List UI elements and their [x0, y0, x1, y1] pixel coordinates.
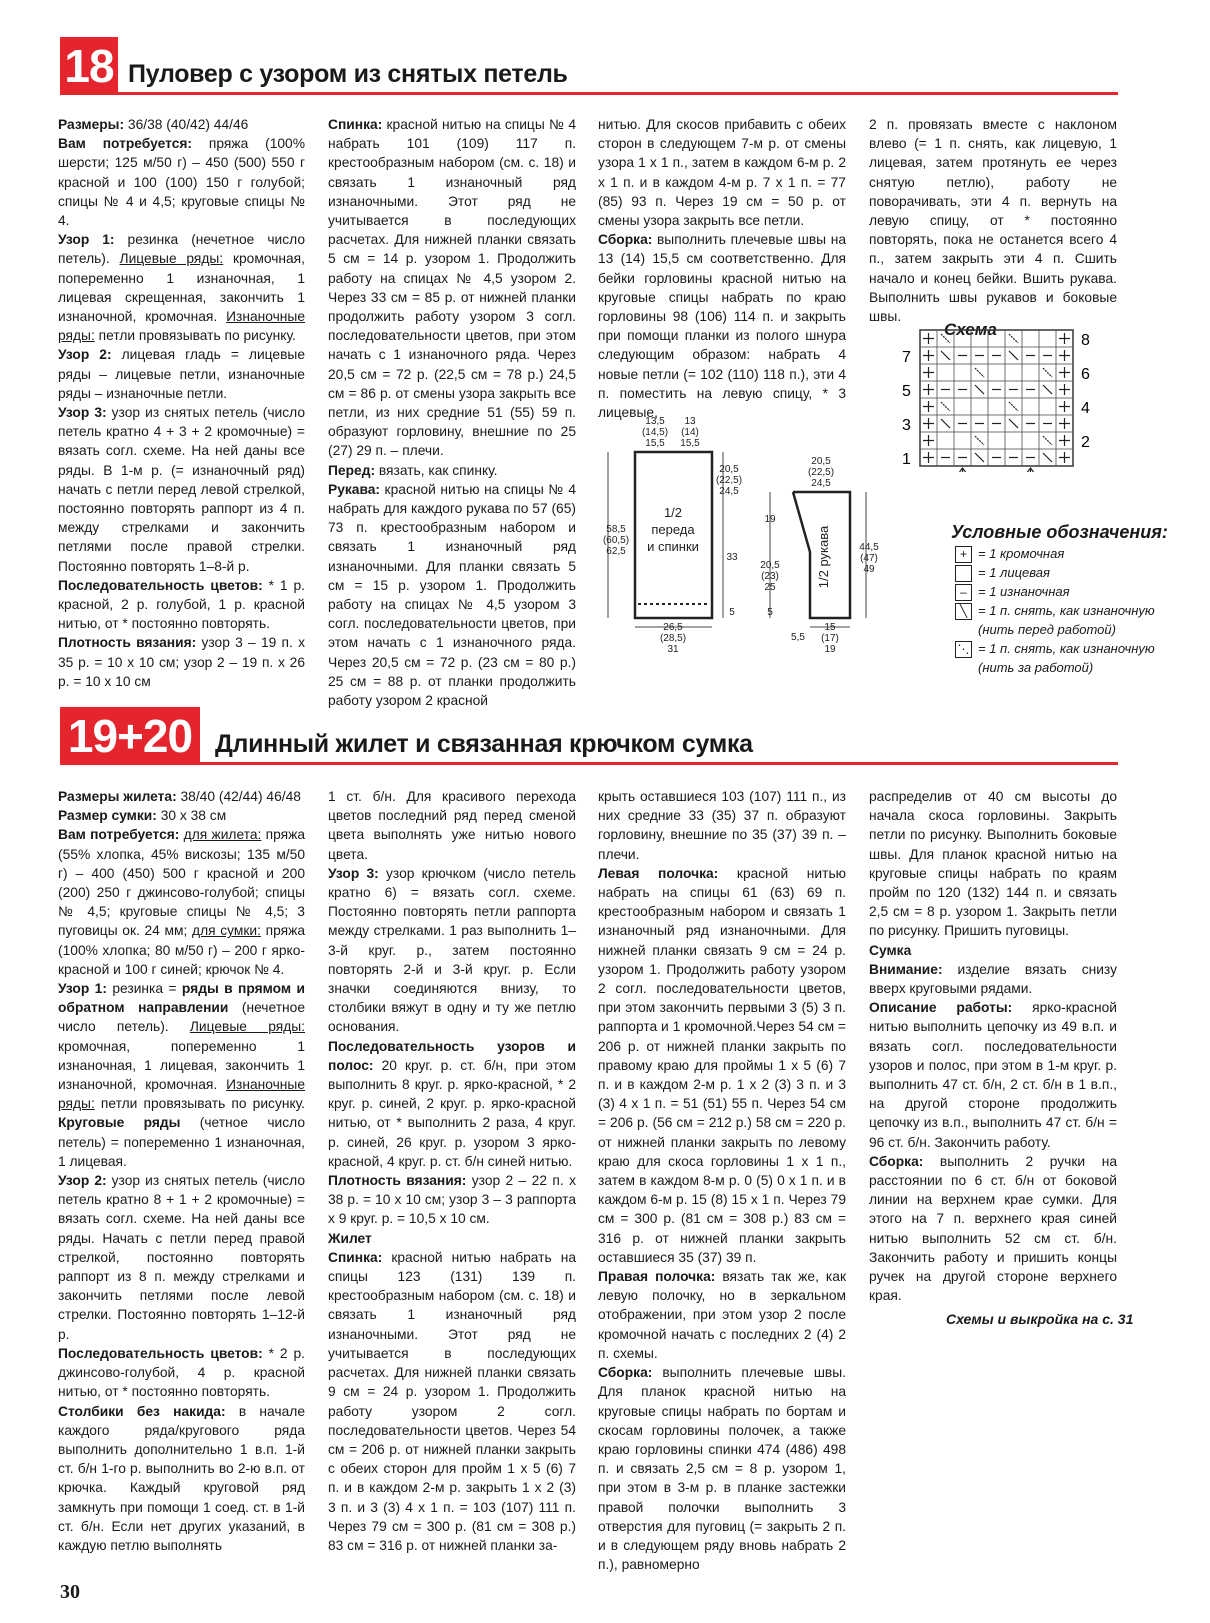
paragraph: Размеры: 36/38 (40/42) 44/46 — [58, 117, 249, 132]
legend-item-note: (нить перед работой) — [978, 622, 1116, 637]
edge-stitch-icon — [923, 384, 934, 395]
section-number: 19+20 — [60, 707, 200, 765]
svg-text:15,5: 15,5 — [680, 438, 700, 449]
chart-cell — [1022, 398, 1039, 415]
legend-title: Условные обозначения: — [951, 522, 1168, 542]
s18-column-1 — [58, 115, 305, 691]
row-number: 5 — [902, 383, 911, 400]
row-number: 7 — [902, 349, 911, 366]
paragraph: Спинка: красной нитью на спицы № 4 набрать 101 (109) 117 п. крестообразным набором (см. с. 18) и связать 1 изнаночный ряд изнаночными. Этот ряд не учитывается в последующих расчетах. Для нижней планки связать 5 см = 14 р. узором 1. Продолжить работу на спицах № 4,5 узором 2. Через 33 см = 85 р. от нижней планки продолжить работу узором 3 согл. последовательности цветов, при этом начать с 1 изнаночного ряда. Через 20,5 см = 72 р. (22,5 см = 78 р.) 24,5 см = 86 р. от смены узора закрыть все петли, из них средние 51 (55) 59 п. образуют горловину, внешние по 25 (27) 29 п. – плечи. — [328, 117, 576, 459]
paragraph: Размеры жилета: 38/40 (42/44) 46/48 — [58, 789, 301, 804]
slip-back-icon: ⋱ — [955, 641, 972, 658]
row-number: 6 — [1081, 366, 1090, 383]
slip-stitch-icon — [975, 436, 984, 445]
edge-stitch-icon: + — [955, 546, 972, 563]
svg-text:25: 25 — [764, 582, 776, 593]
paragraph: Вам потребуется: пряжа (100% шерсти; 125 м/50 г) – 450 (500) 550 г красной и 100 (100) 150 г голубой; спицы № 4 и 4,5; круговые спицы № 4. — [58, 136, 305, 229]
s19-column-3 — [598, 787, 846, 1574]
repeat-arrow-icon — [960, 468, 966, 472]
paragraph: Столбики без накида: в начале каждого ряда/кругового ряда выполнить дополнительно 1 в.п. 1-й ст. б/н 1-го р. выполнить во 2-ю в.п. от крючка. Каждый круговой ряд замкнуть при помощи 1 соед. ст. в 1-й ст. б/н. Если нет других указаний, в каждую петлю выполнять — [58, 1403, 305, 1553]
slip-stitch-icon — [1009, 402, 1018, 411]
section-title: Длинный жилет и связанная крючком сумка — [215, 730, 753, 758]
s18-column-4 — [869, 115, 1117, 326]
legend-item: ⋱ = 1 п. снять, как изнаночную — [955, 641, 1168, 660]
header-rule — [118, 92, 1118, 95]
s19-column-4 — [869, 787, 1117, 1305]
svg-text:15: 15 — [824, 622, 836, 633]
chart-cell — [937, 432, 954, 449]
row-number: 2 — [1081, 434, 1090, 451]
paragraph: Узор 2: узор из снятых петель (число петель кратно 8 + 1 + 2 кромочные) = вязать согл. схеме. На ней даны все ряды. Начать с петли перед правой стрелкой, постоянно повторять раппорт из 8 п. между стрелками и закончить петлями после левой стрелки. Постоянно повторять 1–12-й р. — [58, 1173, 305, 1342]
slip-stitch-icon — [941, 351, 950, 360]
svg-text:(28,5): (28,5) — [659, 633, 687, 644]
edge-stitch-icon — [1059, 384, 1070, 395]
paragraph: Плотность вязания: узор 3 – 19 п. х 35 р. = 10 х 10 см; узор 2 – 19 п. х 26 р. = 10 х 10 см — [58, 635, 305, 689]
chart-cell — [971, 330, 988, 347]
svg-text:31: 31 — [667, 644, 679, 655]
s19-column-2 — [328, 787, 576, 1555]
s18-column-2 — [328, 115, 576, 710]
front-label: переда — [651, 522, 695, 537]
svg-text:(22,5): (22,5) — [715, 475, 743, 486]
chart-cell — [954, 364, 971, 381]
legend — [951, 522, 1168, 679]
paragraph: Описание работы: ярко-красной нитью выполнить цепочку из 49 в.п. и вязать согл. последовательности узоров и полос, при этом в 1-м круг. р. выполнить 47 ст. б/н, 2 ст. б/н в 1 в.п., на другой стороне продолжить цепочку из в.п., выполнить 47 ст. б/н = 96 ст. б/н. Закончить работу. — [869, 1000, 1117, 1150]
edge-stitch-icon — [923, 350, 934, 361]
paragraph: Жилет — [328, 1230, 372, 1246]
slip-front-icon: ╲ — [955, 603, 972, 620]
svg-text:58,5: 58,5 — [606, 524, 626, 535]
slip-stitch-icon — [1043, 436, 1052, 445]
edge-stitch-icon — [1059, 452, 1070, 463]
svg-text:5,5: 5,5 — [791, 632, 805, 643]
slip-stitch-icon — [975, 385, 984, 394]
svg-text:19: 19 — [824, 644, 836, 655]
row-number: 3 — [902, 417, 911, 434]
paragraph: Узор 3: узор крючком (число петель кратно 6) = вязать согл. схеме. Постоянно повторять петли раппорта между стрелками. 1 раз выполнить 1–3-й круг. р., затем постоянно повторять 2-й и 3-й круг. р. Если значки соединяются внизу, то столбики вяжут в одну и ту же петлю основания. — [328, 865, 576, 1035]
paragraph: Последовательность цветов: * 2 р. джинсово-голубой, 4 р. красной нитью, от * постоянно повторять. — [58, 1345, 305, 1400]
paragraph: Узор 2: лицевая гладь = лицевые ряды – лицевые петли, изнаночные ряды – изнаночные петли. — [58, 347, 305, 401]
slip-stitch-icon — [941, 419, 950, 428]
edge-stitch-icon — [1059, 435, 1070, 446]
row-number: 1 — [902, 451, 911, 468]
slip-stitch-icon — [1009, 334, 1018, 343]
svg-text:(14): (14) — [681, 427, 699, 438]
edge-stitch-icon — [923, 452, 934, 463]
paragraph: крыть оставшиеся 103 (107) 111 п., из них средние 33 (35) 37 п. образуют горловину, внешние по 35 (37) 39 п. – плечи. — [598, 789, 846, 862]
repeat-arrow-icon — [1028, 468, 1034, 472]
paragraph: Сборка: выполнить 2 ручки на расстоянии по 6 ст. б/н от боковой линии на верхнем крае сумки. Для этого на 7 п. верхнего края синей нитью выполнить 52 см ст. б/н. Закончить работу и пришить концы ручек на другой стороне верхнего края. — [869, 1153, 1117, 1304]
purl-stitch-icon: – — [955, 584, 972, 601]
paragraph: 1 ст. б/н. Для красивого перехода цветов последний ряд перед сменой цвета выполнять уже нитью нового цвета. — [328, 789, 576, 862]
section-18-header — [60, 37, 1118, 95]
section-number: 18 — [60, 37, 118, 95]
slip-stitch-icon — [941, 334, 950, 343]
paragraph: Сумка — [869, 942, 912, 958]
chart-cell — [1005, 432, 1022, 449]
slip-stitch-icon — [941, 402, 950, 411]
svg-text:19: 19 — [764, 514, 776, 525]
svg-text:(17): (17) — [821, 633, 839, 644]
chart-cell — [988, 432, 1005, 449]
row-number: 4 — [1081, 400, 1090, 417]
page-number: 30 — [60, 1581, 80, 1603]
chart-cell — [988, 398, 1005, 415]
chart-cell — [971, 398, 988, 415]
paragraph: Спинка: красной нитью набрать на спицы 123 (131) 139 п. крестообразным набором (см. с. 18) и связать 1 изнаночный ряд изнаночными. Этот ряд не учитывается в последующих расчетах. Для нижней планки связать 9 см = 24 р. узором 1. Продолжить работу узором 2 согл. последовательности цветов. Через 54 см = 206 р. от нижней планки закрыть с обеих сторон для пройм 1 х 5 (6) 7 п. и в каждом 2-м р. закрыть 1 х 2 (3) 3 п. и 3 (3) 4 х 1 п. = 103 (107) 111 п. Через 79 см = 300 р. (81 см = 308 р.) 83 см = 316 р. от нижней планки за- — [328, 1249, 576, 1553]
edge-stitch-icon — [1059, 333, 1070, 344]
slip-stitch-icon — [1043, 453, 1052, 462]
svg-text:33: 33 — [726, 552, 738, 563]
svg-text:(60,5): (60,5) — [602, 535, 630, 546]
svg-text:(22,5): (22,5) — [807, 467, 835, 478]
legend-item: – = 1 изнаночная — [955, 584, 1168, 603]
slip-stitch-icon — [975, 368, 984, 377]
paragraph: Перед: вязать, как спинку. — [328, 462, 498, 478]
edge-stitch-icon — [923, 435, 934, 446]
edge-stitch-icon — [923, 401, 934, 412]
svg-text:24,5: 24,5 — [719, 486, 739, 497]
chart-cell — [954, 330, 971, 347]
edge-stitch-icon — [1059, 350, 1070, 361]
paragraph: Сборка: выполнить плечевые швы. Для планок красной нитью на круговые спицы набрать по бортам и скосам горловины полочек, а также краю горловины спинки 474 (486) 498 п. и связать 2,5 см = 8 р. узором 1, при этом в 3-м р. в планке застежки правой полочки выполнить 3 отверстия для пуговиц (= закрыть 2 п. и в следующем ряду вновь набрать 2 п.), равномерно — [598, 1365, 846, 1573]
edge-stitch-icon — [923, 367, 934, 378]
chart-cell — [954, 398, 971, 415]
paragraph: нитью. Для скосов прибавить с обеих сторон в следующем 7-м р. от смены узора 1 х 1 п., затем в каждом 6-м р. 2 х 1 п. и в каждом 4-м р. 7 х 1 п. = 77 (85) 93 п. Через 19 см = 50 р. от смены узора закрыть все петли. — [598, 117, 846, 229]
paragraph: Правая полочка: вязать так же, как левую полочку, но в зеркальном отображении, при этом узор 2 после кромочной начать с последних 2 (4) 2 п. схемы. — [598, 1269, 846, 1361]
svg-text:5: 5 — [767, 607, 773, 618]
section-title: Пуловер с узором из снятых петель — [128, 60, 568, 88]
edge-stitch-icon — [923, 333, 934, 344]
chart-cell — [1022, 432, 1039, 449]
svg-text:49: 49 — [863, 564, 875, 575]
s19-column-1 — [58, 787, 305, 1555]
paragraph: Узор 1: резинка (нечетное число петель). Лицевые ряды: кромочная, попеременно 1 изнаночная, 1 лицевая скрещенная, закончить 1 изнаночной, кромочная. Изнаночные ряды: петли провязывать по рисунку. — [58, 232, 305, 344]
svg-text:24,5: 24,5 — [811, 478, 831, 489]
chart-cell — [1005, 364, 1022, 381]
slip-stitch-icon — [1043, 368, 1052, 377]
chart-cell — [954, 432, 971, 449]
paragraph: Левая полочка: красной нитью набрать на спицы 61 (63) 69 п. крестообразным набором и связать 1 изнаночный ряд изнаночными. Для нижней планки связать 9 см = 24 р. узором 1. Продолжить работу узором 2 согл. последовательности цветов, при этом закончить первыми 3 (5) 3 п. раппорта и 1 кромочной.Через 54 см = 206 р. от нижней планки закрыть по правому краю для проймы 1 х 5 (6) 7 п. и в каждом 2-м р. 1 х 2 (3) 3 п. и 3 (3) 4 х 1 п. = 51 (51) 55 п. Через 54 см = 206 р. (56 см = 212 р.) 58 см = 220 р. от нижней планки закрыть по левому краю для скоса горловины 1 х 1 п., затем в каждом 8-м р. 0 (5) 0 х 1 п. и в каждом 6-м р. 15 (8) 15 х 1 п. Через 79 см = 300 р. (81 см = 308 р.) 83 см = 316 р. от нижней планки закрыть оставшиеся 35 (37) 39 п. — [598, 865, 846, 1265]
reference-note: Схемы и выкройка на с. 31 — [946, 1311, 1134, 1327]
svg-text:26,5: 26,5 — [663, 622, 683, 633]
paragraph: Внимание: изделие вязать снизу вверх круговыми рядами. — [869, 961, 1117, 997]
paragraph: Рукава: красной нитью на спицы № 4 набрать для каждого рукава по 57 (65) 73 п. крестообразным набором и связать 1 изнаночный ряд изнаночными. Для планки связать 5 см = 15 р. узором 1. Продолжить работу на спицах № 4,5 узором 3 согл. последовательности цветов, при этом начать с 1 изнаночного ряда. Через 20,5 см = 72 р. (23 см = 80 р.) 25 см = 88 р. от планки продолжить работу узором 2 красной — [328, 481, 576, 709]
knit-stitch-icon — [955, 565, 972, 582]
s18-column-3 — [598, 115, 846, 422]
slip-stitch-icon — [1043, 385, 1052, 394]
header-rule — [200, 762, 1118, 765]
svg-text:5: 5 — [729, 607, 735, 618]
legend-item-note: (нить за работой) — [978, 660, 1094, 675]
row-number: 8 — [1081, 332, 1090, 349]
sleeve-label: 1/2 рукава — [816, 525, 831, 589]
paragraph: Вам потребуется: для жилета: пряжа (55% хлопка, 45% вискозы; 135 м/50 г) – 400 (450) 500 г красной и 200 (200) 250 г джинсово-голубой; спицы № 4,5; круговые спицы № 4,5; 3 пуговицы ок. 24 мм; для сумки: пряжа (100% хлопка; 80 м/50 г) – 200 г ярко-красной и 100 г синей; крючок № 4. — [58, 827, 306, 977]
pattern-diagram — [598, 412, 898, 662]
front-label: и спинки — [647, 539, 699, 554]
svg-text:44,5: 44,5 — [859, 542, 879, 553]
paragraph: распределив от 40 см высоты до начала скоса горловины. Закрыть петли по рисунку. Выполнить боковые швы. Для планок красной нитью на круговые спицы набрать по краям пройм по 120 (132) 144 п. и связать 2,5 см = 8 р. узором 1. Закрыть петли по рисунку. Пришить пуговицы. — [869, 789, 1117, 939]
legend-item: ╲ = 1 п. снять, как изнаночную — [955, 603, 1168, 622]
svg-text:(47): (47) — [860, 553, 878, 564]
paragraph: Узор 1: резинка = ряды в прямом и обратном направлении (нечетное число петель). Лицевые ряды: кромочная, попеременно 1 изнаночная, 1 лицевая, закончить 1 изнаночной, кромочная. Изнаночные ряды: петли провязывать по рисунку. Круговые ряды (четное число петель) = попеременно 1 изнаночная, 1 лицевая. — [58, 981, 306, 1169]
chart-cell — [1022, 330, 1039, 347]
chart-cell — [937, 364, 954, 381]
svg-text:(14,5): (14,5) — [641, 427, 669, 438]
knitting-chart — [898, 322, 1098, 472]
edge-stitch-icon — [1059, 401, 1070, 412]
section-19-20-header — [60, 707, 1118, 765]
paragraph: Последовательность узоров и полос: 20 круг. р. ст. б/н, при этом выполнить 8 круг. р. ярко-красной, * 2 круг. р. синей, 2 круг. р. ярко-красной нитью, от * выполнить 2 раза, 4 круг. р. синей, 26 круг. р. узором 3 ярко-красной, 4 круг. р. ст. б/н синей нитью. — [328, 1038, 576, 1169]
edge-stitch-icon — [1059, 418, 1070, 429]
paragraph: Плотность вязания: узор 2 – 22 п. х 38 р. = 10 х 10 см; узор 3 – 3 раппорта х 9 круг. р. = 10,5 х 10 см. — [328, 1173, 576, 1227]
chart-cell — [988, 364, 1005, 381]
legend-item: + = 1 кромочная — [955, 546, 1168, 565]
paragraph: 2 п. провязать вместе с наклоном влево (= 1 п. снять, как лицевую, 1 лицевая, затем протянуть ее через снятую петлю), работу не поворачивать, эти 4 п. вернуть на левую спицу, от * постоянно повторять, пока не останется всего 4 п., затем закрыть эти 4 п. Сшить начало и конец бейки. Вшить рукава. Выполнить швы рукавов и боковые швы. — [869, 117, 1117, 325]
svg-text:20,5: 20,5 — [719, 464, 739, 475]
front-label: 1/2 — [663, 505, 683, 520]
paragraph: Последовательность цветов: * 1 р. красной, 2 р. голубой, 1 р. красной нитью, от * постоянно повторять. — [58, 577, 305, 632]
svg-text:13: 13 — [684, 416, 696, 427]
svg-text:(23): (23) — [761, 571, 779, 582]
paragraph: Сборка: выполнить плечевые швы на 13 (14) 15,5 см соответственно. Для бейки горловины красной нитью на круговые спицы набрать по краю горловины 98 (106) 114 п. и закрыть при помощи планки из полого шнура следующим образом: набрать 4 новые петли (= 102 (110) 118 п.), эти 4 п. поместить на левую спицу, * 3 лицевые, — [598, 232, 846, 421]
chart-cell — [1022, 364, 1039, 381]
paragraph: Узор 3: узор из снятых петель (число петель кратно 4 + 3 + 2 кромочные) = вязать согл. схеме. На ней даны все ряды. В 1-м р. (= изнаночный ряд) начать с петли перед левой стрелкой, постоянно повторять раппорт из 4 п. между стрелками и закончить петлями после правой стрелки. Постоянно повторять 1–8-й р. — [58, 405, 305, 574]
schema-title: Схема — [944, 320, 997, 339]
chart-cell — [1039, 398, 1056, 415]
svg-text:13,5: 13,5 — [645, 416, 665, 427]
edge-stitch-icon — [1059, 367, 1070, 378]
chart-cell — [988, 330, 1005, 347]
svg-text:20,5: 20,5 — [811, 456, 831, 467]
chart-cell — [1039, 330, 1056, 347]
svg-text:62,5: 62,5 — [606, 546, 626, 557]
svg-text:20,5: 20,5 — [760, 560, 780, 571]
edge-stitch-icon — [923, 418, 934, 429]
paragraph: Размер сумки: 30 х 38 см — [58, 808, 227, 824]
legend-item: = 1 лицевая — [955, 565, 1168, 584]
slip-stitch-icon — [1009, 351, 1018, 360]
svg-text:15,5: 15,5 — [645, 438, 665, 449]
slip-stitch-icon — [975, 453, 984, 462]
slip-stitch-icon — [1009, 419, 1018, 428]
